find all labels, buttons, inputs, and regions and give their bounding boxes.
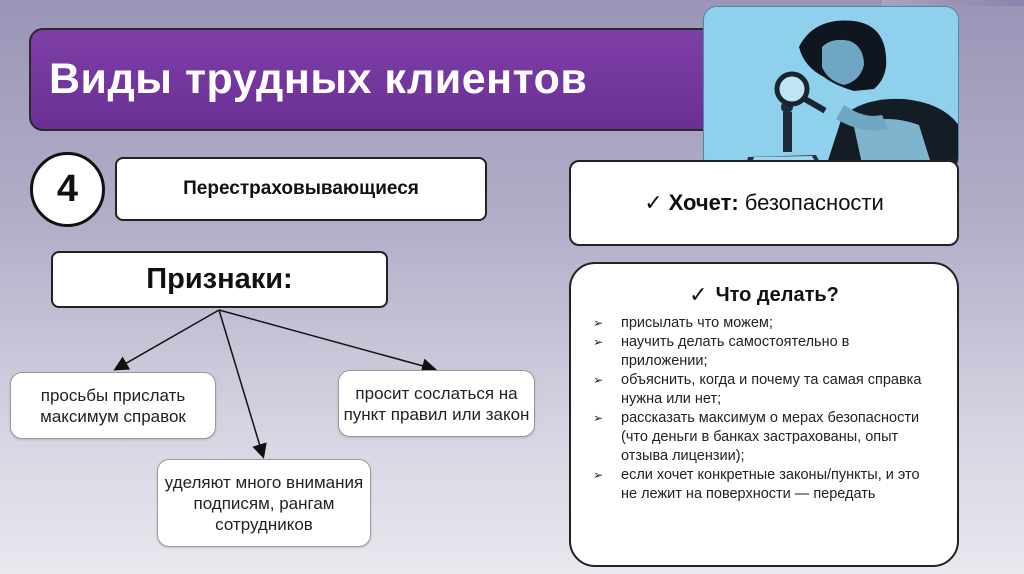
arrow-to-sign-3 — [219, 310, 263, 456]
todo-title-text: Что делать? — [715, 283, 839, 306]
todo-list — [591, 314, 937, 504]
list-item — [591, 371, 937, 409]
wants-label: Хочет: — [668, 190, 739, 215]
list-item-text: научить делать самостоятельно в приложении; — [621, 334, 850, 369]
arrow-bullet-icon: ➢ — [593, 411, 604, 425]
arrow-to-sign-1 — [116, 310, 219, 369]
step-number-badge: 4 — [30, 152, 105, 227]
list-item — [591, 409, 937, 466]
signs-label: Признаки: — [146, 263, 293, 295]
sign-card-signatures — [157, 459, 371, 547]
arrow-to-sign-2 — [219, 310, 434, 369]
list-item — [591, 333, 937, 371]
arrow-bullet-icon: ➢ — [593, 373, 604, 387]
sign-card-documents — [10, 372, 216, 439]
wants-value: безопасности — [744, 190, 884, 215]
check-icon: ✓ — [644, 190, 663, 215]
list-item-text: если хочет конкретные законы/пункты, и это не лежит на поверхности — передать — [621, 467, 920, 502]
arrow-bullet-icon: ➢ — [593, 316, 604, 330]
list-item-text: объяснить, когда и почему та самая справка нужна или нет; — [621, 372, 922, 407]
list-item-text: рассказать максимум о мерах безопасности (что деньги в банках застрахованы, опыт отзыва лицензии); — [621, 410, 920, 464]
sign-text: просьбы прислать максимум справок — [40, 385, 186, 426]
list-item-text: присылать что можем; — [621, 315, 773, 331]
sign-text: просит сослаться на пункт правил или закон — [343, 383, 530, 424]
list-item — [591, 314, 937, 333]
arrow-bullet-icon: ➢ — [593, 335, 604, 349]
sign-card-rules — [338, 370, 535, 437]
page-title: Виды трудных клиентов — [49, 55, 588, 103]
sign-text: уделяют много внимания подписям, рангам сотрудников — [164, 472, 364, 534]
client-type-label: Перестраховывающиеся — [183, 178, 419, 199]
todo-box — [569, 262, 959, 567]
list-item — [591, 466, 937, 504]
todo-title — [591, 282, 937, 308]
wants-box — [569, 160, 959, 246]
arrow-bullet-icon: ➢ — [593, 468, 604, 482]
check-icon: ✓ — [689, 282, 708, 307]
